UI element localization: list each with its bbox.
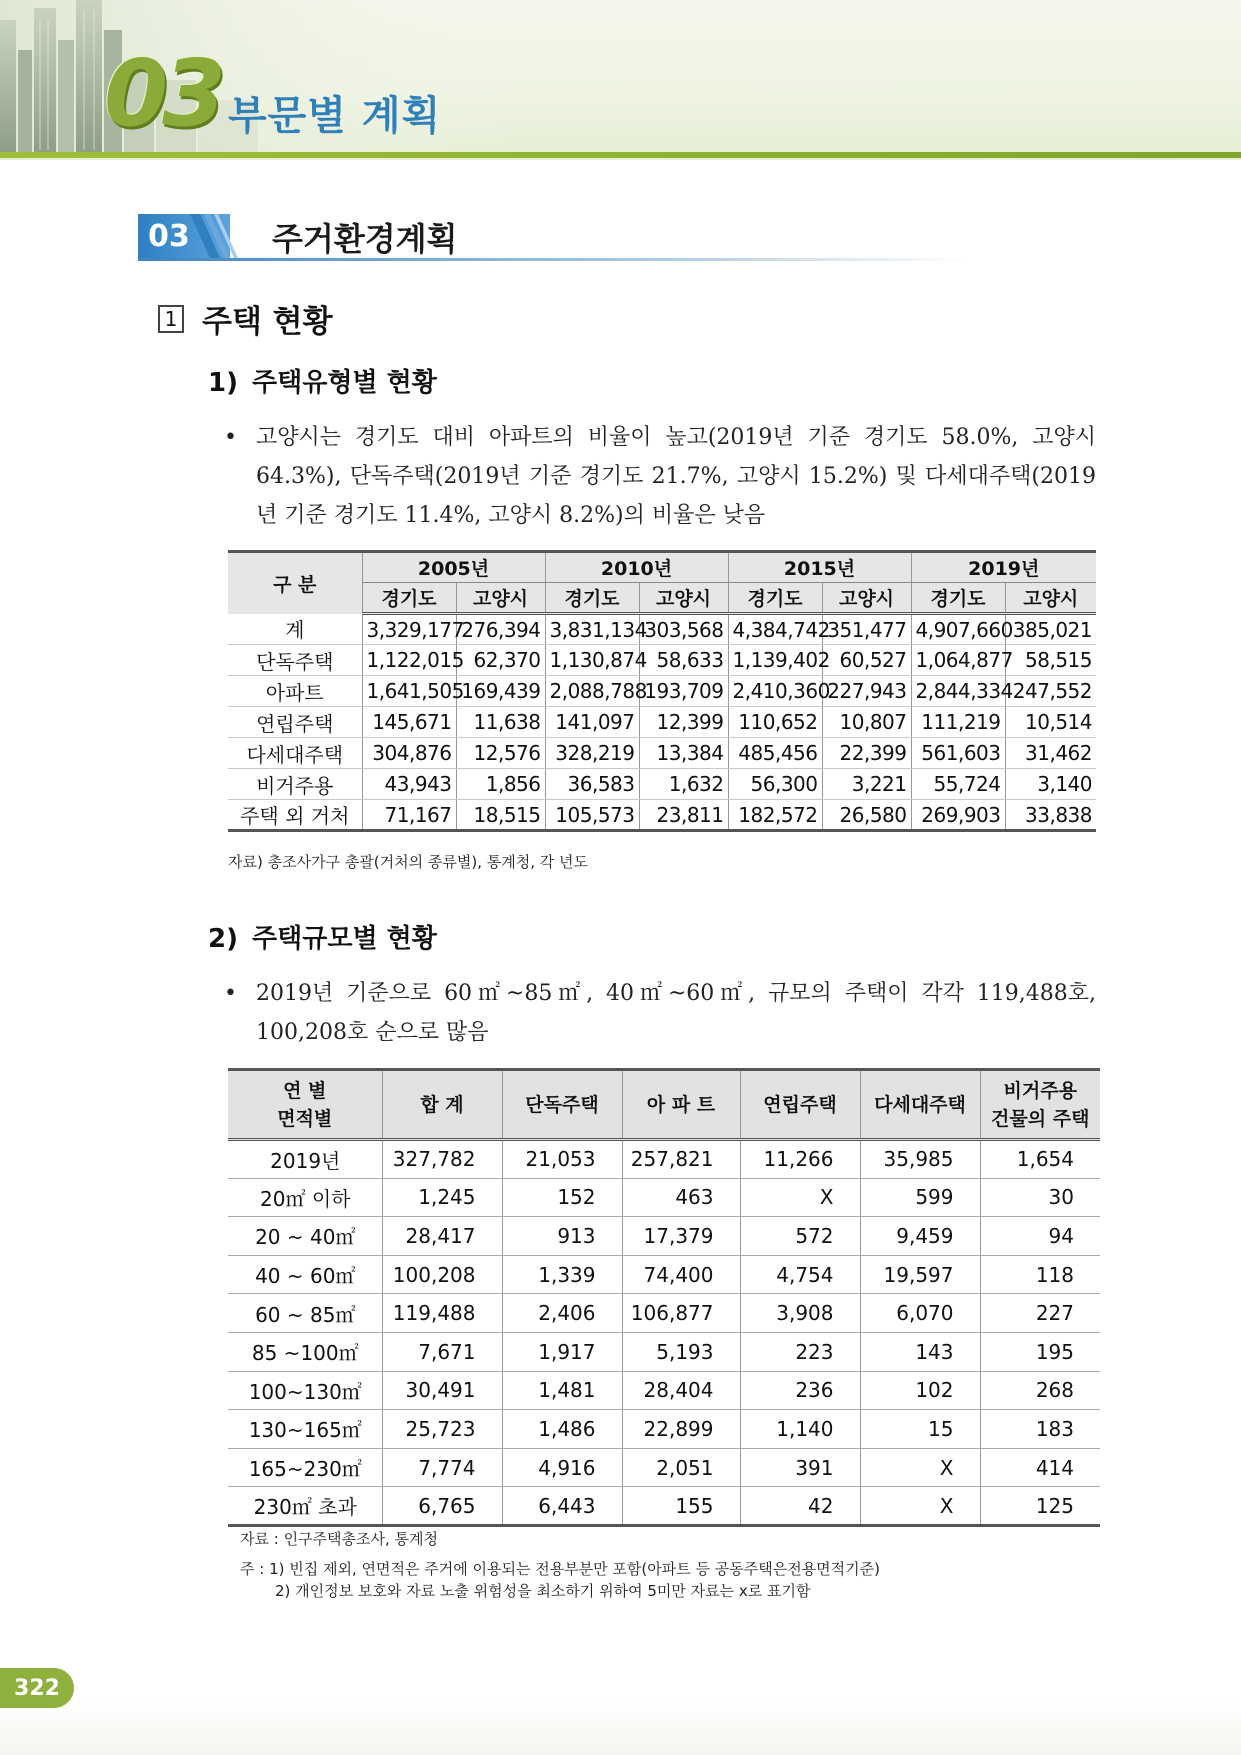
table-cell: 223	[740, 1332, 860, 1371]
table-cell: 6,765	[382, 1487, 502, 1526]
table-cell: 60,527	[822, 645, 911, 676]
subheading-housing-size	[208, 918, 437, 955]
table-cell: 561,603	[911, 738, 1005, 769]
table-cell: 118	[980, 1255, 1100, 1294]
table-cell: 1,339	[502, 1255, 622, 1294]
table-cell: 155	[622, 1487, 740, 1526]
chapter-banner	[0, 0, 1241, 160]
table-cell: 1,632	[639, 769, 728, 800]
table-cell: 25,723	[382, 1410, 502, 1449]
table-cell: 10,514	[1005, 707, 1096, 738]
table-row	[228, 1332, 1100, 1371]
chapter-number: 03	[104, 40, 221, 147]
table-cell: 2,844,334	[911, 676, 1005, 707]
table-cell: 6,443	[502, 1487, 622, 1526]
row-label: 40 ~ 60㎡	[228, 1255, 382, 1294]
table-cell: 23,811	[639, 800, 728, 831]
header-line1: 비거주용	[1003, 1079, 1077, 1102]
table-cell: 391	[740, 1448, 860, 1487]
subcol-header: 경기도	[911, 583, 1005, 614]
table-cell: 102	[860, 1371, 980, 1410]
row-label: 130~165㎡	[228, 1410, 382, 1449]
year-header: 2015년	[728, 552, 911, 583]
table-cell: 31,462	[1005, 738, 1096, 769]
row-label: 계	[228, 614, 362, 645]
table-cell: 21,053	[502, 1140, 622, 1179]
corner-line1: 연 별	[283, 1079, 327, 1102]
table-cell: X	[860, 1448, 980, 1487]
table-row	[228, 1217, 1100, 1256]
row-label: 20 ~ 40㎡	[228, 1217, 382, 1256]
housing-size-table	[228, 1068, 1100, 1527]
row-label: 2019년	[228, 1140, 382, 1179]
table-cell: 247,552	[1005, 676, 1096, 707]
table-row	[228, 800, 1096, 831]
table-cell: 62,370	[456, 645, 545, 676]
table2-note2: 2) 개인정보 보호와 자료 노출 위험성을 최소하기 위하여 5미만 자료는 x로 표기함	[275, 1582, 811, 1600]
table-cell: 7,774	[382, 1448, 502, 1487]
table-row	[228, 1140, 1100, 1179]
subcol-header: 고양시	[1005, 583, 1096, 614]
table-cell: 268	[980, 1371, 1100, 1410]
table-cell: 15	[860, 1410, 980, 1449]
table2-note1: 주 : 1) 빈집 제외, 연면적은 주거에 이용되는 전용부분만 포함(아파트 등 공동주택은전용면적기준)	[240, 1560, 880, 1578]
table-cell: 105,573	[545, 800, 639, 831]
table-row	[228, 738, 1096, 769]
table-cell: 385,021	[1005, 614, 1096, 645]
table-cell: 6,070	[860, 1294, 980, 1333]
bullet-paragraph-type	[226, 418, 1096, 535]
table-cell: 3,221	[822, 769, 911, 800]
table-cell: 125	[980, 1487, 1100, 1526]
bullet-paragraph-size	[226, 974, 1096, 1052]
subheading-title: 주택유형별 현황	[251, 368, 437, 398]
chapter-title: 부문별 계획	[228, 93, 442, 139]
table-cell: 58,633	[639, 645, 728, 676]
table-cell: 43,943	[362, 769, 456, 800]
subheading-title: 주택규모별 현황	[251, 924, 437, 954]
table-cell: 106,877	[622, 1294, 740, 1333]
row-label: 85 ~100㎡	[228, 1332, 382, 1371]
banner-divider	[0, 152, 1241, 158]
page-number: 322	[0, 1668, 74, 1708]
table-row	[228, 1410, 1100, 1449]
table-cell: 193,709	[639, 676, 728, 707]
table-cell: 12,576	[456, 738, 545, 769]
col-header-rowhouse: 연립주택	[740, 1070, 860, 1140]
footer-decoration	[0, 1700, 1241, 1755]
table-cell: 4,916	[502, 1448, 622, 1487]
row-label: 230㎡ 초과	[228, 1487, 382, 1526]
row-label: 아파트	[228, 676, 362, 707]
table-cell: 463	[622, 1178, 740, 1217]
table-cell: 141,097	[545, 707, 639, 738]
table-cell: 28,404	[622, 1371, 740, 1410]
row-label: 주택 외 거처	[228, 800, 362, 831]
table-cell: 1,654	[980, 1140, 1100, 1179]
table-cell: 1,481	[502, 1371, 622, 1410]
table-cell: 1,122,015	[362, 645, 456, 676]
table-row	[228, 676, 1096, 707]
table-cell: 35,985	[860, 1140, 980, 1179]
subheading-number: 2)	[208, 924, 238, 954]
heading-title: 주택 현황	[202, 304, 333, 340]
col-header-detached: 단독주택	[502, 1070, 622, 1140]
table-row	[228, 614, 1096, 645]
subcol-header: 고양시	[822, 583, 911, 614]
bullet-text: 2019년 기준으로 60㎡~85㎡, 40㎡~60㎡, 규모의 주택이 각각 119,488호, 100,208호 순으로 많음	[256, 981, 1096, 1045]
table-cell: 183	[980, 1410, 1100, 1449]
section-stripes-decoration	[190, 212, 240, 260]
table-cell: 30	[980, 1178, 1100, 1217]
table-cell: 22,899	[622, 1410, 740, 1449]
table-cell: X	[740, 1178, 860, 1217]
table-cell: 33,838	[1005, 800, 1096, 831]
bullet-dot-icon: •	[224, 425, 237, 450]
table-cell: 303,568	[639, 614, 728, 645]
table-cell: 1,139,402	[728, 645, 822, 676]
subcol-header: 경기도	[545, 583, 639, 614]
table-cell: 182,572	[728, 800, 822, 831]
table-cell: 28,417	[382, 1217, 502, 1256]
subheading-number: 1)	[208, 368, 238, 398]
table-cell: 169,439	[456, 676, 545, 707]
table-cell: 327,782	[382, 1140, 502, 1179]
table-cell: 2,410,360	[728, 676, 822, 707]
row-label: 100~130㎡	[228, 1371, 382, 1410]
table-cell: 58,515	[1005, 645, 1096, 676]
table-cell: 1,140	[740, 1410, 860, 1449]
subcol-header: 경기도	[362, 583, 456, 614]
table-cell: 2,051	[622, 1448, 740, 1487]
table-row	[228, 1178, 1100, 1217]
table-cell: 110,652	[728, 707, 822, 738]
table-cell: 351,477	[822, 614, 911, 645]
row-label: 다세대주택	[228, 738, 362, 769]
table-cell: 3,908	[740, 1294, 860, 1333]
corner-line2: 면적별	[277, 1107, 333, 1130]
table-cell: 269,903	[911, 800, 1005, 831]
table-cell: 227	[980, 1294, 1100, 1333]
header-line2: 건물의 주택	[991, 1107, 1090, 1130]
table-cell: 119,488	[382, 1294, 502, 1333]
table-cell: 55,724	[911, 769, 1005, 800]
table-cell: 9,459	[860, 1217, 980, 1256]
table-cell: 599	[860, 1178, 980, 1217]
table-cell: 1,064,877	[911, 645, 1005, 676]
table-cell: 4,384,742	[728, 614, 822, 645]
table-cell: 22,399	[822, 738, 911, 769]
section-title: 주거환경계획	[272, 220, 458, 258]
table-cell: 4,754	[740, 1255, 860, 1294]
col-header-nonresidential	[980, 1070, 1100, 1140]
table-cell: 11,638	[456, 707, 545, 738]
section-underline	[138, 258, 968, 261]
table-cell: 1,486	[502, 1410, 622, 1449]
bullet-dot-icon: •	[224, 981, 237, 1006]
table-cell: 227,943	[822, 676, 911, 707]
table-cell: 26,580	[822, 800, 911, 831]
table-cell: 13,384	[639, 738, 728, 769]
table-row	[228, 1294, 1100, 1333]
housing-type-table	[228, 550, 1096, 832]
table-cell: X	[860, 1487, 980, 1526]
row-label: 연립주택	[228, 707, 362, 738]
table-cell: 276,394	[456, 614, 545, 645]
table-cell: 1,917	[502, 1332, 622, 1371]
table1-source: 자료) 총조사가구 총괄(거처의 종류별), 통계청, 각 년도	[228, 853, 588, 871]
subcol-header: 고양시	[639, 583, 728, 614]
table-cell: 328,219	[545, 738, 639, 769]
table-cell: 100,208	[382, 1255, 502, 1294]
col-header-total: 합 계	[382, 1070, 502, 1140]
table-cell: 7,671	[382, 1332, 502, 1371]
table-row	[228, 1371, 1100, 1410]
table-cell: 1,245	[382, 1178, 502, 1217]
section-number: 03	[148, 218, 190, 254]
table-row	[228, 1448, 1100, 1487]
table-cell: 74,400	[622, 1255, 740, 1294]
table-cell: 152	[502, 1178, 622, 1217]
table-cell: 4,907,660	[911, 614, 1005, 645]
table-cell: 3,831,134	[545, 614, 639, 645]
table-cell: 145,671	[362, 707, 456, 738]
table-cell: 3,329,177	[362, 614, 456, 645]
table-cell: 2,406	[502, 1294, 622, 1333]
table-cell: 236	[740, 1371, 860, 1410]
row-label: 165~230㎡	[228, 1448, 382, 1487]
table-row	[228, 707, 1096, 738]
table-cell: 143	[860, 1332, 980, 1371]
table2-source: 자료 : 인구주택총조사, 통계청	[240, 1530, 439, 1548]
table-cell: 56,300	[728, 769, 822, 800]
year-header: 2005년	[362, 552, 545, 583]
table-cell: 913	[502, 1217, 622, 1256]
heading-number-box: 1	[158, 305, 184, 333]
table-cell: 5,193	[622, 1332, 740, 1371]
year-header: 2019년	[911, 552, 1096, 583]
table-cell: 42	[740, 1487, 860, 1526]
heading-housing-status	[158, 296, 333, 341]
table-cell: 485,456	[728, 738, 822, 769]
table-cell: 11,266	[740, 1140, 860, 1179]
table-cell: 10,807	[822, 707, 911, 738]
table-cell: 94	[980, 1217, 1100, 1256]
subheading-housing-type	[208, 362, 437, 399]
table-cell: 71,167	[362, 800, 456, 831]
table-corner-header: 구 분	[228, 552, 362, 614]
table-cell: 19,597	[860, 1255, 980, 1294]
table-cell: 195	[980, 1332, 1100, 1371]
table-row	[228, 1255, 1100, 1294]
table-cell: 414	[980, 1448, 1100, 1487]
table-cell: 2,088,788	[545, 676, 639, 707]
row-label: 60 ~ 85㎡	[228, 1294, 382, 1333]
table-cell: 257,821	[622, 1140, 740, 1179]
table-corner-header	[228, 1070, 382, 1140]
row-label: 단독주택	[228, 645, 362, 676]
table-cell: 572	[740, 1217, 860, 1256]
table-cell: 17,379	[622, 1217, 740, 1256]
row-label: 비거주용	[228, 769, 362, 800]
table-cell: 36,583	[545, 769, 639, 800]
bullet-text: 고양시는 경기도 대비 아파트의 비율이 높고(2019년 기준 경기도 58.0%, 고양시 64.3%), 단독주택(2019년 기준 경기도 21.7%, 고양시 15.2%) 및 다세대주택(2019년 기준 경기도 11.4%, 고양시 8.2%)의 비율은 낮음	[256, 425, 1096, 528]
table-cell: 1,641,505	[362, 676, 456, 707]
table-row	[228, 1487, 1100, 1526]
table-cell: 1,856	[456, 769, 545, 800]
col-header-multiplex: 다세대주택	[860, 1070, 980, 1140]
table-cell: 111,219	[911, 707, 1005, 738]
table-row	[228, 645, 1096, 676]
table-cell: 304,876	[362, 738, 456, 769]
year-header: 2010년	[545, 552, 728, 583]
table-row	[228, 769, 1096, 800]
col-header-apartment: 아 파 트	[622, 1070, 740, 1140]
subcol-header: 경기도	[728, 583, 822, 614]
table-cell: 18,515	[456, 800, 545, 831]
row-label: 20㎡ 이하	[228, 1178, 382, 1217]
table-cell: 12,399	[639, 707, 728, 738]
table-cell: 3,140	[1005, 769, 1096, 800]
subcol-header: 고양시	[456, 583, 545, 614]
table-cell: 30,491	[382, 1371, 502, 1410]
table-cell: 1,130,874	[545, 645, 639, 676]
